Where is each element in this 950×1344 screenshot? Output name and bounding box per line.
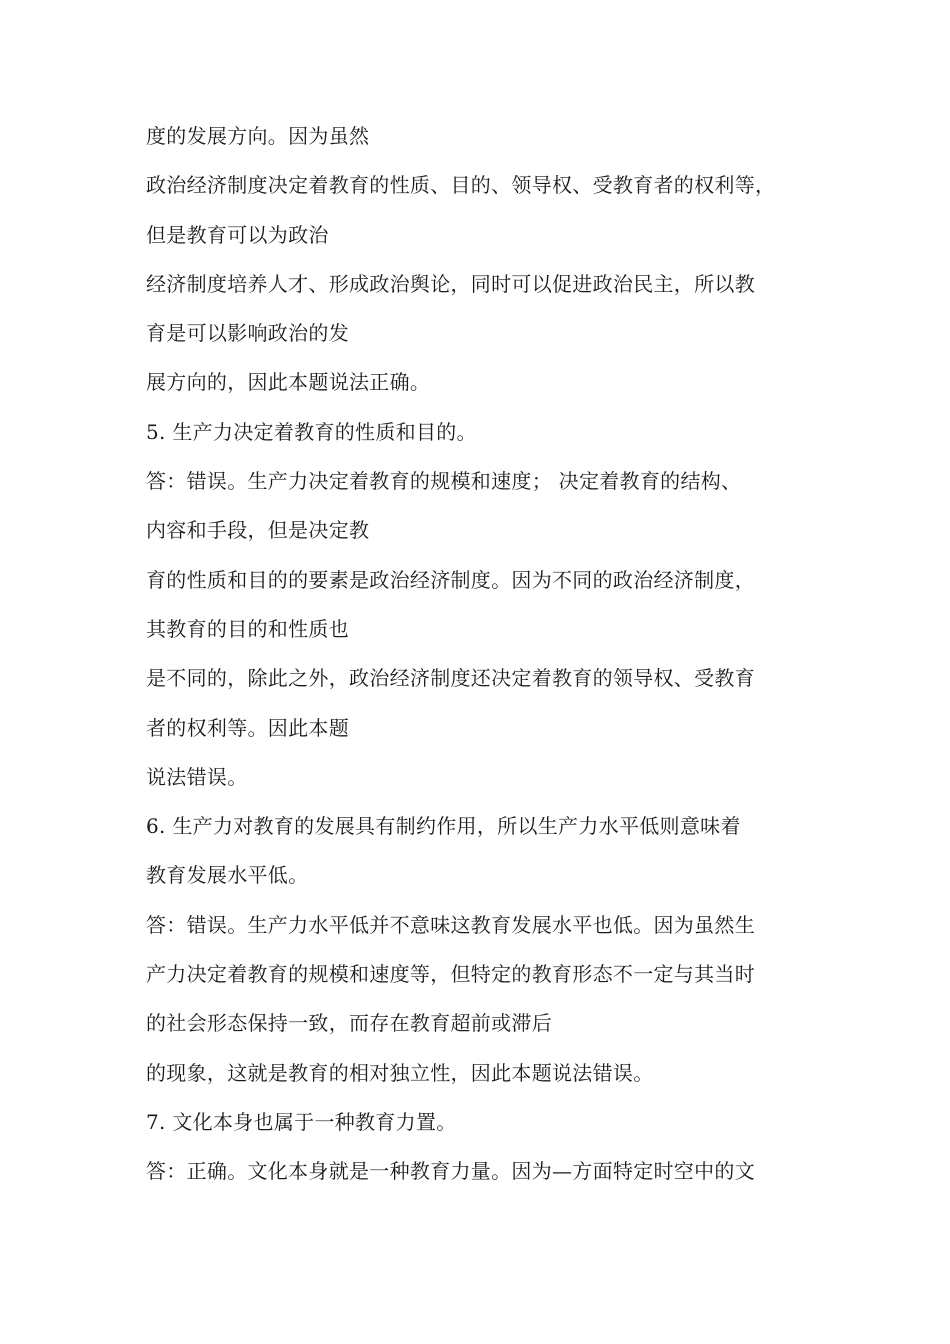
text-line: 的现象，这就是教育的相对独立性，因此本题说法错误。 bbox=[146, 1060, 654, 1085]
text-line: 的社会形态保持一致，而存在教育超前或滞后 bbox=[146, 1011, 552, 1036]
question-5: 5. 生产力决定着教育的性质和目的。 bbox=[146, 419, 477, 444]
text-line: 内容和手段，但是决定教 bbox=[146, 518, 370, 543]
text-line: 度的发展方向。因为虽然 bbox=[146, 124, 370, 148]
text-line: 其教育的目的和性质也 bbox=[146, 616, 349, 641]
text-line: 展方向的，因此本题说法正确。 bbox=[146, 370, 431, 395]
text-line: 但是教育可以为政治 bbox=[146, 222, 329, 247]
answer-5: 答：错误。生产力决定着教育的规模和速度； 决定着教育的结构、 bbox=[146, 469, 742, 494]
document-body bbox=[146, 112, 810, 1197]
text-line: 育是可以影响政治的发 bbox=[146, 321, 349, 346]
text-line: 育的性质和目的的要素是政治经济制度。因为不同的政治经济制度， bbox=[146, 567, 755, 592]
text-line: 产力决定着教育的规模和速度等，但特定的教育形态不一定与其当时 bbox=[146, 962, 755, 987]
text-line: 者的权利等。因此本题 bbox=[146, 715, 349, 740]
question-6: 6. 生产力对教育的发展具有制约作用，所以生产力水平低则意味着 bbox=[146, 814, 741, 839]
answer-6: 答：错误。生产力水平低并不意味这教育发展水平也低。因为虽然生 bbox=[146, 912, 755, 937]
text-line: 说法错误。 bbox=[146, 764, 248, 789]
text-line: 经济制度培养人才、形成政治舆论，同时可以促进政治民主，所以教 bbox=[146, 271, 755, 296]
text-line: 教育发展水平低。 bbox=[146, 863, 309, 888]
question-7: 7. 文化本身也属于一种教育力置。 bbox=[146, 1109, 457, 1134]
text-line: 是不同的，除此之外，政治经济制度还决定着教育的领导权、受教育 bbox=[146, 666, 755, 691]
text-line: 政治经济制度决定着教育的性质、目的、领导权、受教育者的权利等， bbox=[146, 173, 776, 198]
answer-7: 答：正确。文化本身就是一种教育力量。因为—方面特定时空中的文 bbox=[146, 1159, 755, 1184]
